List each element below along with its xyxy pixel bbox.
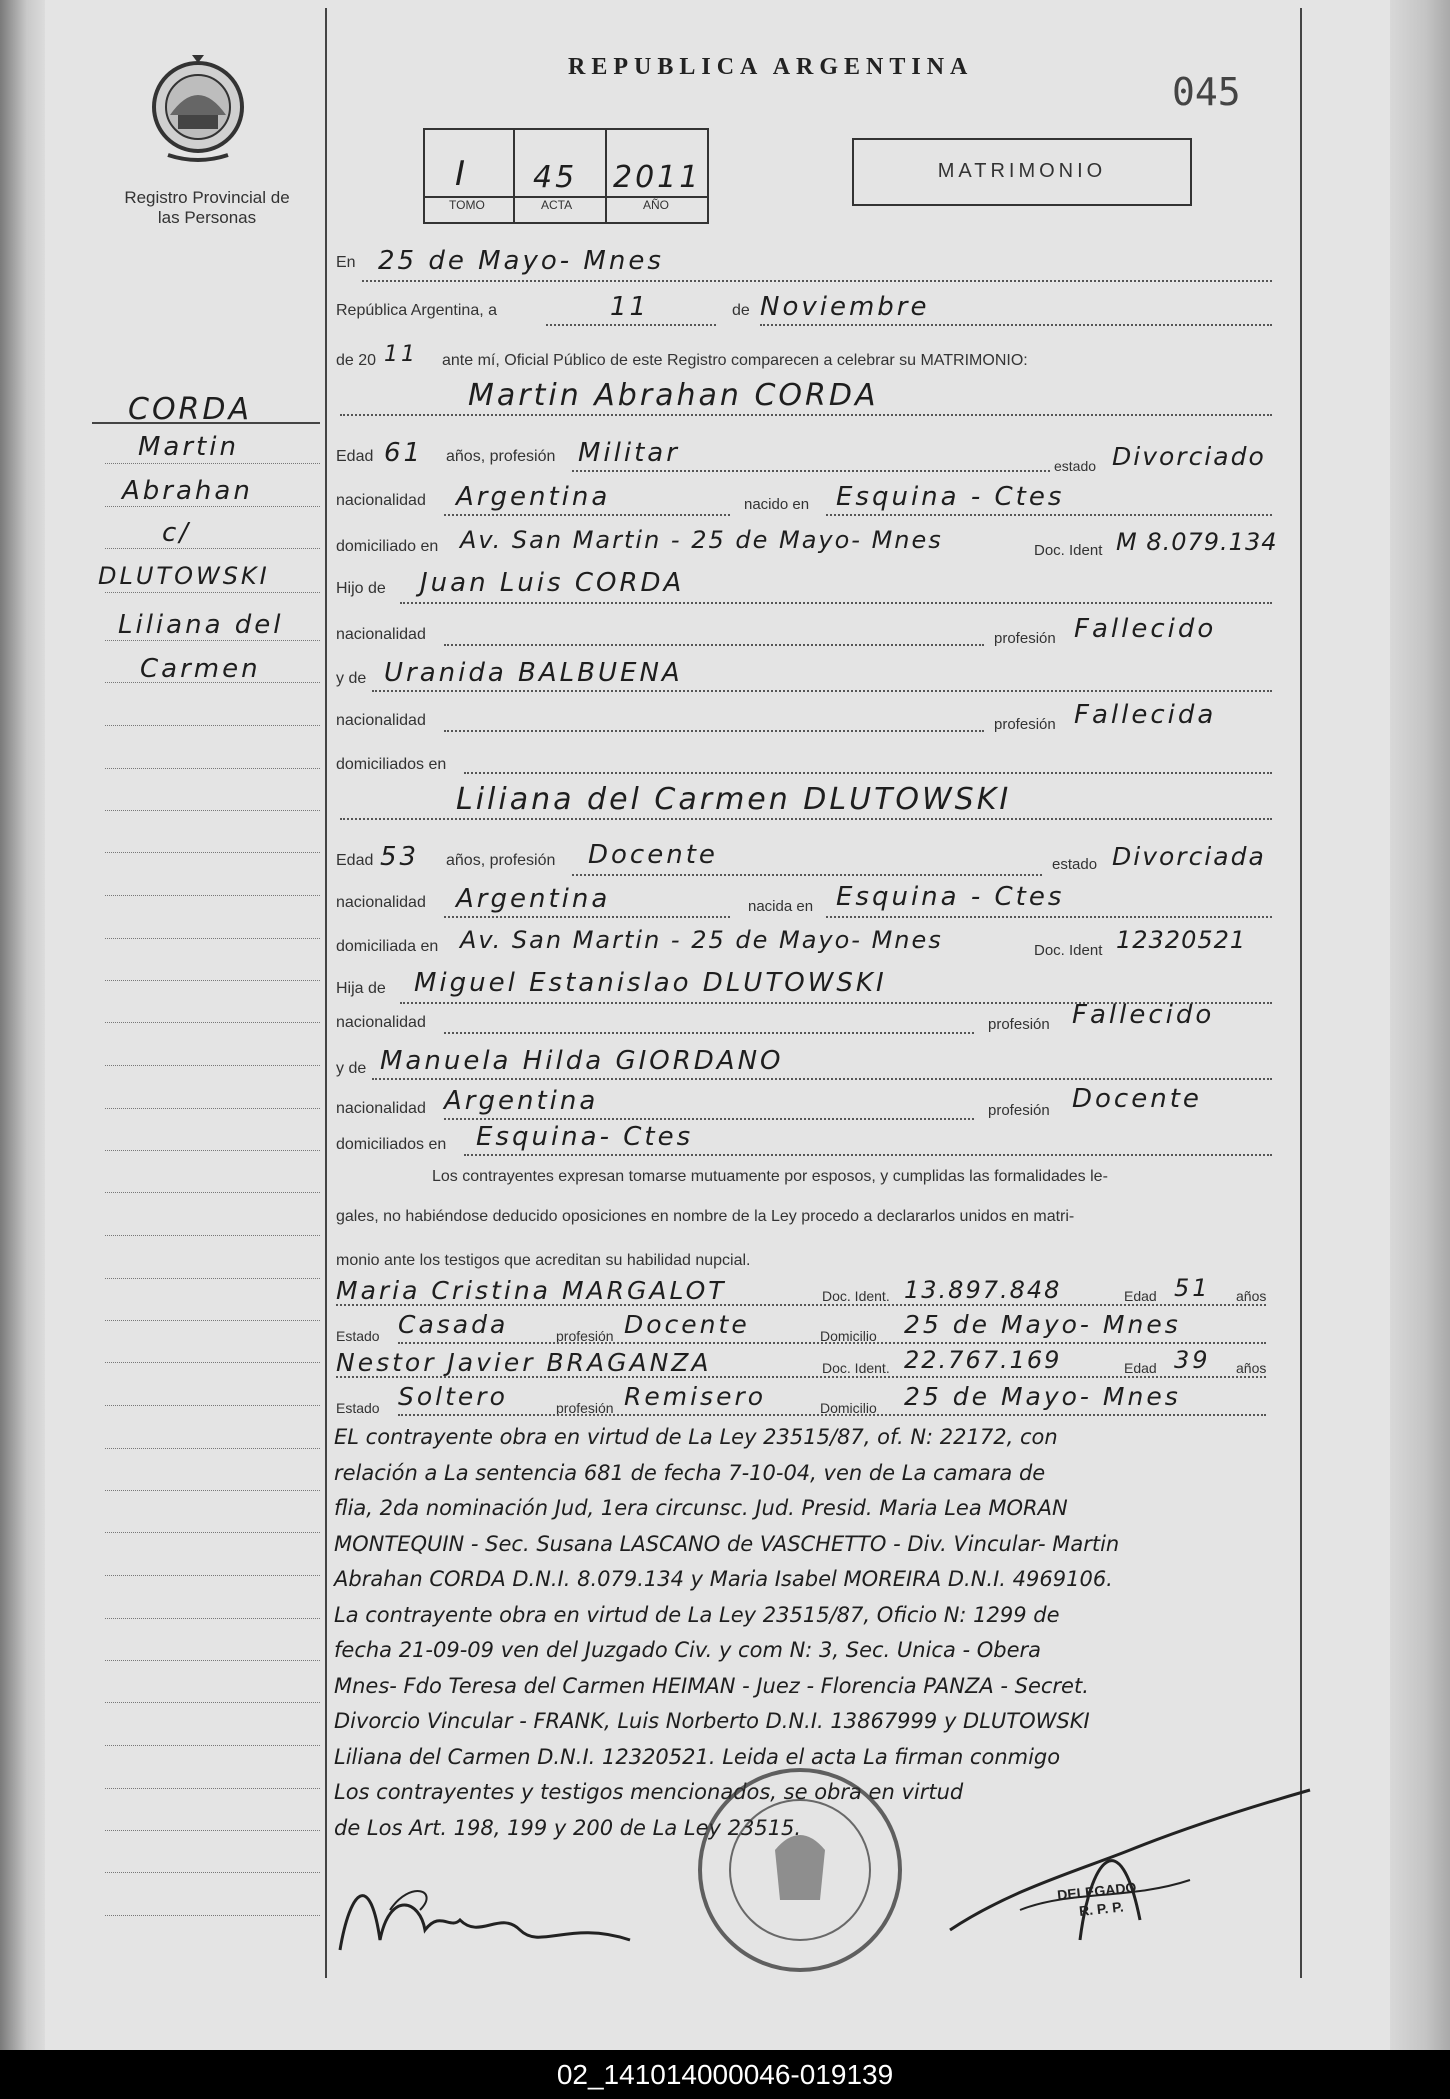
margin-rule: [325, 8, 327, 1978]
groom-mother: Uranida BALBUENA: [384, 658, 683, 688]
bride-mother: Manuela Hilda GIORDANO: [380, 1046, 784, 1076]
witness-profession: Remisero: [624, 1382, 767, 1411]
note-line: de Los Art. 198, 199 y 200 de La Ley 23515.: [334, 1815, 802, 1840]
bride-address: Av. San Martin - 25 de Mayo- Mnes: [460, 926, 943, 954]
note-line: La contrayente obra en virtud de La Ley 23515/87, Oficio N: 1299 de: [334, 1602, 1060, 1627]
witness-edad-label: Edad: [1124, 1288, 1157, 1304]
note-line: Los contrayentes y testigos mencionados, se obra en virtud: [334, 1780, 964, 1804]
book-binding: [0, 0, 45, 2050]
witness-prof-label: profesión: [556, 1328, 614, 1344]
tomo-value: I: [455, 154, 469, 194]
groom-edad-label: Edad: [336, 448, 374, 465]
groom-father-prof-label: profesión: [994, 630, 1056, 647]
month-value: Noviembre: [760, 292, 930, 322]
bride-estado-label: estado: [1052, 856, 1098, 873]
witness-anos-label: años: [1236, 1288, 1267, 1304]
ano-label: AÑO: [643, 198, 670, 212]
margin-name-line: DLUTOWSKI: [98, 562, 270, 590]
image-id-footer: 02_141014000046-019139: [0, 2050, 1450, 2099]
bride-nationality: Argentina: [456, 884, 611, 914]
witness-dom-label: Domicilio: [820, 1328, 877, 1344]
witness-dom-label: Domicilio: [820, 1400, 877, 1416]
bride-domiciliados-label: domiciliados en: [336, 1136, 447, 1153]
witness-name: Nestor Javier BRAGANZA: [336, 1348, 712, 1377]
witness-doc: 22.767.169: [904, 1346, 1062, 1374]
official-stamp-icon: [690, 1760, 910, 1980]
witness-status: Casada: [398, 1310, 509, 1339]
groom-estado-label: estado: [1054, 458, 1097, 474]
margin-name-line: Abrahan: [122, 476, 253, 506]
bride-profession: Docente: [588, 840, 718, 870]
bride-father-prof-label: profesión: [988, 1016, 1050, 1033]
groom-mother-prof-label: profesión: [994, 716, 1056, 733]
note-line: EL contrayente obra en virtud de La Ley 23515/87, of. N: 22172, con: [334, 1425, 1058, 1449]
groom-birthplace: Esquina - Ctes: [836, 482, 1065, 512]
registry-name: Registro Provincial de las Personas: [124, 188, 290, 227]
declaration-line: Los contrayentes expresan tomarse mutuamente por esposos, y cumplidas las formalidades le-: [432, 1168, 1108, 1185]
margin-name-line: c/: [162, 518, 192, 548]
year-suffix: 11: [384, 342, 418, 367]
signature-icon: [930, 1780, 1330, 1960]
stamp-line: R. P. P.: [1078, 1898, 1125, 1919]
groom-doc-label: Doc. Ident: [1034, 542, 1103, 559]
bride-nat-label: nacionalidad: [336, 894, 426, 911]
note-line: fecha 21-09-09 ven del Juzgado Civ. y com N: 3, Sec. Unica - Obera: [334, 1638, 1042, 1662]
witness-prof-label: profesión: [556, 1400, 614, 1416]
bride-father-prof: Fallecido: [1072, 1000, 1215, 1030]
witness-doc: 13.897.848: [904, 1276, 1062, 1304]
groom-domiciliados-label: domiciliados en: [336, 756, 447, 773]
groom-father-prof: Fallecido: [1074, 614, 1217, 644]
witness-age: 39: [1174, 1346, 1211, 1374]
country-title: REPUBLICA ARGENTINA: [568, 54, 974, 80]
witness-age: 51: [1174, 1274, 1211, 1302]
groom-father: Juan Luis CORDA: [420, 568, 685, 598]
bride-hija-label: Hija de: [336, 980, 386, 997]
bride-mother-nat-label: nacionalidad: [336, 1100, 426, 1117]
groom-anos-label: años, profesión: [446, 448, 556, 465]
witness-anos-label: años: [1236, 1360, 1267, 1376]
margin-name-line: CORDA: [128, 392, 253, 427]
note-line: Divorcio Vincular - FRANK, Luis Norberto D.N.I. 13867999 y DLUTOWSKI: [334, 1709, 1090, 1733]
appear-text: ante mí, Oficial Público de este Registro comparecen a celebrar su MATRIMONIO:: [442, 352, 1028, 369]
groom-hijo-label: Hijo de: [336, 580, 386, 597]
page-edge: [1390, 0, 1450, 2050]
note-line: Liliana del Carmen D.N.I. 12320521. Leida el acta La firman conmigo: [334, 1744, 1061, 1769]
margin-name-line: Martin: [138, 432, 239, 462]
bride-father: Miguel Estanislao DLUTOWSKI: [414, 968, 887, 998]
republica-label: República Argentina, a: [336, 302, 497, 319]
witness-estado-label: Estado: [336, 1328, 380, 1344]
de20-label: de 20: [336, 352, 377, 369]
act-type: MATRIMONIO: [937, 160, 1107, 182]
witness-address: 25 de Mayo- Mnes: [904, 1310, 1181, 1339]
bride-dom-label: domiciliada en: [336, 938, 439, 955]
margin-name-line: Liliana del: [118, 610, 284, 640]
bride-parents-address: Esquina- Ctes: [476, 1122, 694, 1152]
note-line: Abrahan CORDA D.N.I. 8.079.134 y Maria Isabel MOREIRA D.N.I. 4969106.: [334, 1567, 1113, 1591]
groom-yde-label: y de: [336, 670, 367, 687]
witness-estado-label: Estado: [336, 1400, 380, 1416]
groom-doc: M 8.079.134: [1116, 528, 1278, 556]
page-number: 045: [1172, 70, 1241, 114]
bride-mother-prof-label: profesión: [988, 1102, 1050, 1119]
groom-name: Martin Abrahan CORDA: [468, 378, 879, 413]
witness-doc-label: Doc. Ident.: [822, 1288, 890, 1304]
bride-age: 53: [380, 842, 420, 872]
acta-label: ACTA: [541, 198, 573, 212]
declaration-line: gales, no habiéndose deducido oposiciones en nombre de la Ley procedo a declararlos unidos en matri-: [336, 1208, 1075, 1225]
bride-birthplace: Esquina - Ctes: [836, 882, 1065, 912]
declaration-line: monio ante los testigos que acreditan su habilidad nupcial.: [336, 1252, 751, 1269]
groom-nacido-label: nacido en: [744, 496, 810, 513]
place-value: 25 de Mayo- Mnes: [378, 246, 664, 276]
witness-status: Soltero: [398, 1382, 508, 1411]
witness-profession: Docente: [624, 1310, 750, 1339]
groom-address: Av. San Martin - 25 de Mayo- Mnes: [460, 526, 943, 554]
witness-edad-label: Edad: [1124, 1360, 1157, 1376]
tomo-label: TOMO: [449, 198, 485, 212]
province-seal-icon: [148, 55, 248, 165]
groom-mother-nat-label: nacionalidad: [336, 712, 426, 729]
en-label: En: [336, 254, 356, 271]
bride-anos-label: años, profesión: [446, 852, 556, 869]
groom-father-nat-label: nacionalidad: [336, 626, 426, 643]
bride-mother-prof: Docente: [1072, 1084, 1202, 1114]
note-line: Mnes- Fdo Teresa del Carmen HEIMAN - Juez - Florencia PANZA - Secret.: [334, 1673, 1089, 1698]
bride-nacida-label: nacida en: [748, 898, 814, 915]
record-box: [423, 128, 709, 224]
bride-edad-label: Edad: [336, 852, 374, 869]
bride-doc-label: Doc. Ident: [1034, 942, 1103, 959]
witness-address: 25 de Mayo- Mnes: [904, 1382, 1181, 1411]
witness-name: Maria Cristina MARGALOT: [336, 1276, 727, 1305]
right-rule: [1300, 8, 1302, 1978]
stamp-line: DELEGADO: [1056, 1878, 1138, 1904]
note-line: relación a La sentencia 681 de fecha 7-10-04, ven de La camara de: [334, 1460, 1046, 1485]
bride-name: Liliana del Carmen DLUTOWSKI: [456, 782, 1012, 817]
groom-nat-label: nacionalidad: [336, 492, 426, 509]
signature-icon: [330, 1850, 650, 1970]
witness-doc-label: Doc. Ident.: [822, 1360, 890, 1376]
groom-nationality: Argentina: [456, 482, 611, 512]
bride-yde-label: y de: [336, 1060, 367, 1077]
groom-age: 61: [384, 438, 424, 468]
groom-dom-label: domiciliado en: [336, 538, 439, 555]
bride-doc: 12320521: [1116, 926, 1247, 954]
act-type-box: [852, 138, 1192, 206]
groom-status: Divorciado: [1112, 442, 1266, 471]
acta-value: 45: [533, 160, 578, 195]
groom-profession: Militar: [578, 438, 680, 468]
note-line: flia, 2da nominación Jud, 1era circunsc. Jud. Presid. Maria Lea MORAN: [334, 1496, 1068, 1520]
bride-mother-nationality: Argentina: [444, 1086, 599, 1116]
margin-name-line: Carmen: [140, 654, 261, 684]
bride-father-nat-label: nacionalidad: [336, 1014, 426, 1031]
bride-status: Divorciada: [1112, 842, 1266, 871]
ano-value: 2011: [613, 160, 702, 195]
groom-mother-prof: Fallecida: [1074, 700, 1217, 730]
day-value: 11: [610, 292, 650, 322]
de-label: de: [732, 302, 750, 319]
note-line: MONTEQUIN - Sec. Susana LASCANO de VASCHETTO - Div. Vincular- Martin: [334, 1531, 1120, 1556]
